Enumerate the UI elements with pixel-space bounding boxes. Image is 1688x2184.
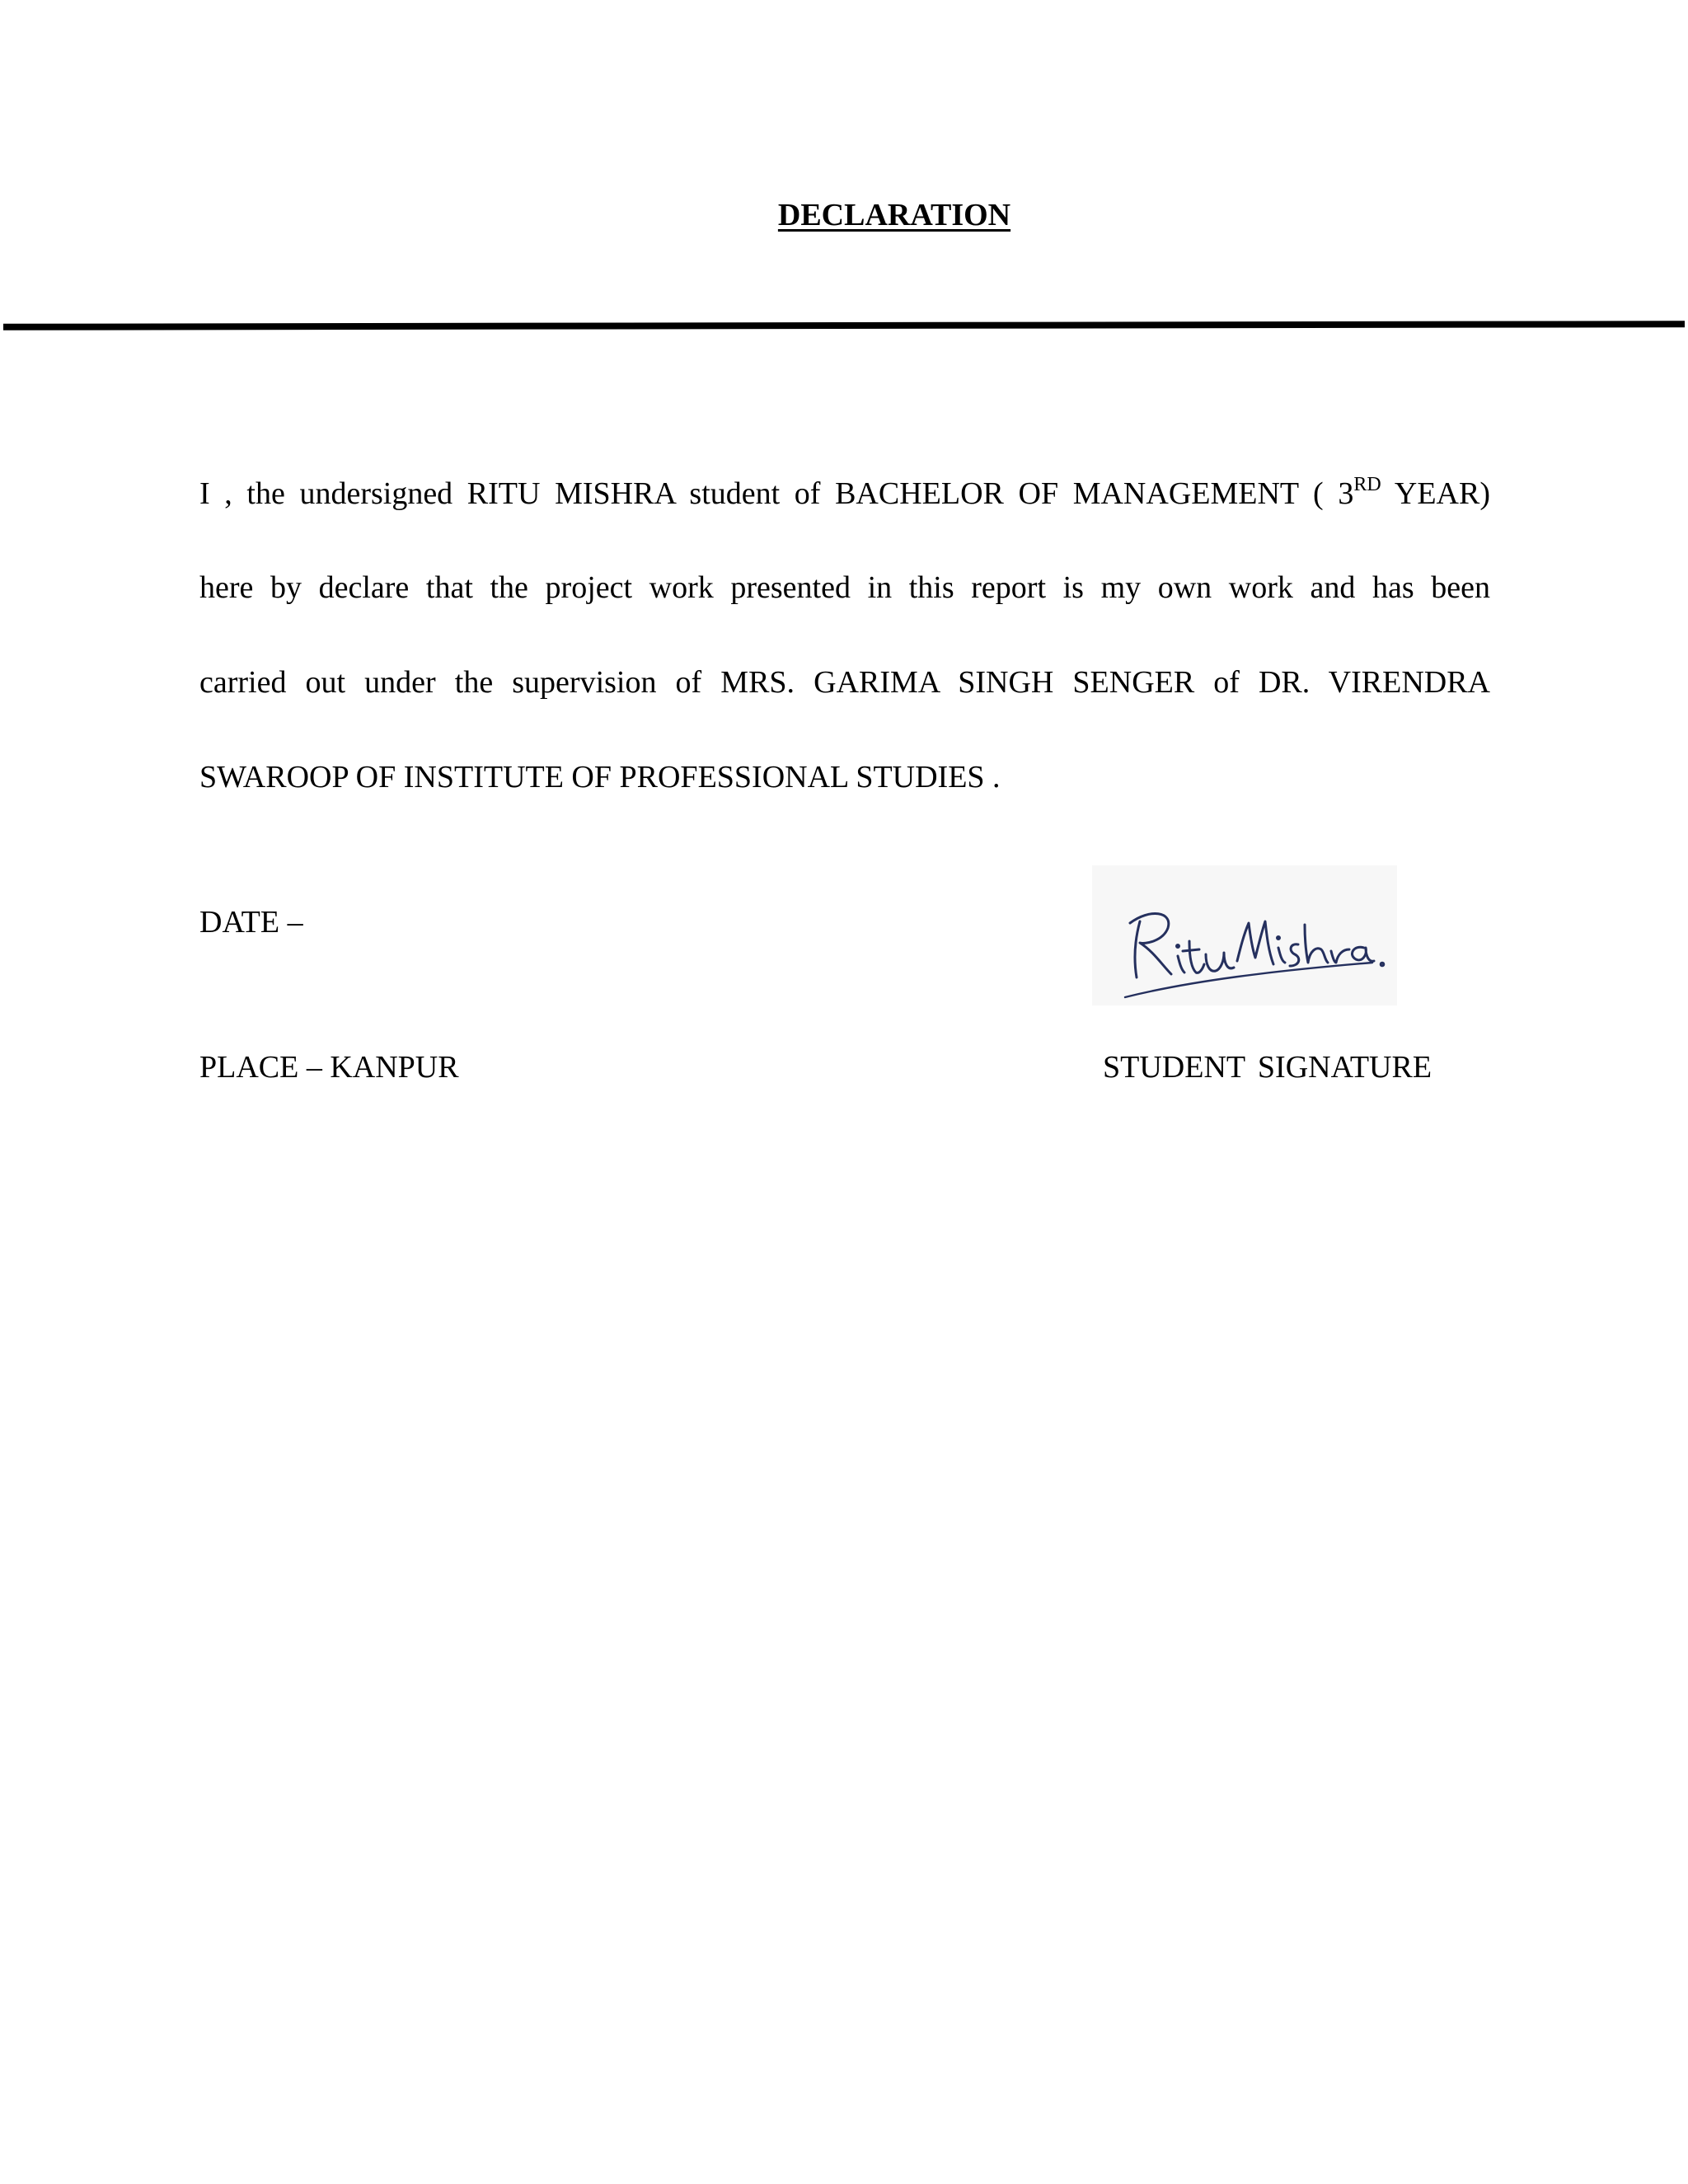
declaration-line-1-end: YEAR) <box>1381 476 1490 511</box>
ordinal-superscript: RD <box>1353 474 1381 495</box>
page-title <box>0 194 1688 236</box>
date-label: DATE – <box>199 905 303 940</box>
place-label: PLACE – KANPUR <box>199 1050 459 1085</box>
student-signature-image <box>1092 865 1397 1005</box>
student-signature-label: STUDENT SIGNATURE <box>1103 1050 1432 1085</box>
horizontal-divider <box>3 321 1685 330</box>
declaration-heading: DECLARATION <box>777 198 1011 232</box>
declaration-line-3: carried out under the supervision of MRS. GARIMA SINGH SENGER of DR. VIRENDRA <box>199 665 1490 700</box>
declaration-line-1-text: I , the undersigned RITU MISHRA student of BACHELOR OF MANAGEMENT ( 3 <box>199 476 1354 511</box>
declaration-line-4: SWAROOP OF INSTITUTE OF PROFESSIONAL STUDIES . <box>199 760 1001 794</box>
declaration-line-2: here by declare that the project work presented in this report is my own work and has been <box>199 570 1490 605</box>
declaration-line-1 <box>199 475 1490 513</box>
